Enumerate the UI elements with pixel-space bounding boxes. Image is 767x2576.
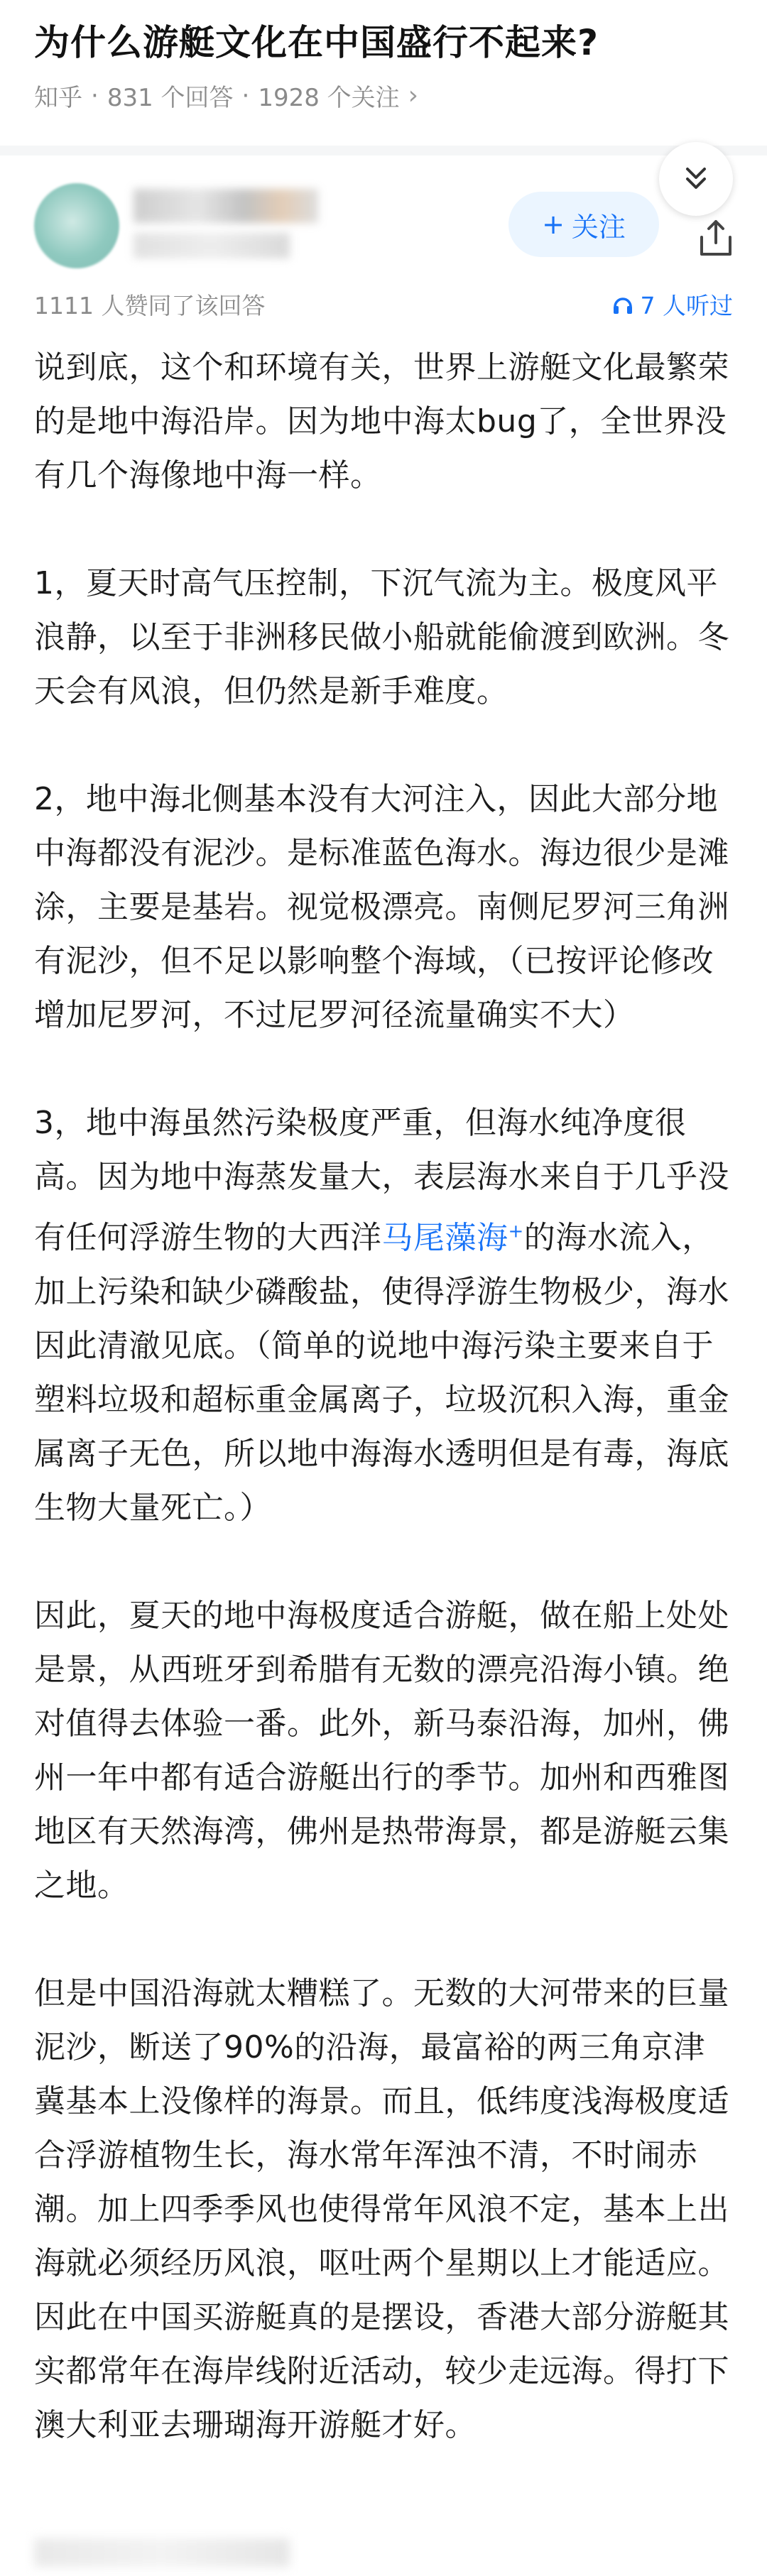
author-bio-blurred <box>134 233 290 258</box>
meta-separator: · <box>241 81 250 110</box>
answer-body <box>34 341 733 2506</box>
listen-label: 7 人听过 <box>640 292 733 320</box>
footer-blurred <box>34 2538 290 2567</box>
author-row <box>34 183 733 268</box>
paragraph-text: 3，地中海虽然污染极度严重，但海水纯净度很高。因为地中海蒸发量大，表层海水来自于几乎没有任何浮游生物的大西洋 <box>34 1105 729 1256</box>
answer-paragraph: 1，夏天时高气压控制，下沉气流为主。极度风平浪静，以至于非洲移民做小船就能偷渡到欧洲。冬天会有风浪，但仍然是新手难度。 <box>34 565 729 709</box>
meta-separator: · <box>91 81 99 110</box>
question-header <box>0 0 767 153</box>
site-name: 知乎 <box>34 84 82 112</box>
answer-paragraph: 因此，夏天的地中海极度适合游艇，做在船上处处是景，从西班牙到希腊有无数的漂亮沿海小镇。绝对值得去体验一番。此外，新马泰沿海，加州，佛州一年中都有适合游艇出行的季节。加州和西雅图地区有天然海湾，佛州是热带海景，都是游艇云集之地。 <box>34 1597 729 1904</box>
paragraph-text: 的海水流入，加上污染和缺少磷酸盐，使得浮游生物极少，海水因此清澈见底。（简单的说地中海污染主要来自于塑料垃圾和超标重金属离子，垃圾沉积入海，重金属离子无色，所以地中海海水透明但是有毒，海底生物大量死亡。） <box>34 1219 729 1526</box>
listen-count[interactable] <box>612 288 734 321</box>
answer-paragraph: 说到底，这个和环境有关，世界上游艇文化最繁荣的是地中海沿岸。因为地中海太bug了，全世界没有几个海像地中海一样。 <box>34 349 729 493</box>
share-icon[interactable] <box>696 219 736 258</box>
answer-paragraph: 但是中国沿海就太糟糕了。无数的大河带来的巨量泥沙，断送了90%的沿海，最富裕的两三角京津冀基本上没像样的海景。而且，低纬度浅海极度适合浮游植物生长，海水常年浑浊不清，不时闹赤潮。加上四季季风也使得常年风浪不定，基本上出海就必须经历风浪，呕吐两个星期以上才能适应。因此在中国买游艇真的是摆设，香港大部分游艇其实都常年在海岸线附近活动，较少走远海。得打下澳大利亚去珊瑚海开游艇才好。 <box>34 1975 729 2443</box>
follow-button[interactable] <box>508 192 659 257</box>
answer-paragraph: 2，地中海北侧基本没有大河注入，因此大部分地中海都没有泥沙。是标准蓝色海水。海边很少是滩涂，主要是基岩。视觉极漂亮。南侧尼罗河三角洲有泥沙，但不足以影响整个海域，（已按评论修改增加尼罗河，不过尼罗河径流量确实不大） <box>34 781 729 1033</box>
link-text: 马尾藻海 <box>381 1219 508 1256</box>
sargasso-sea-link[interactable] <box>382 1220 524 1256</box>
answer-stats <box>34 288 733 323</box>
question-title[interactable]: 为什么游艇文化在中国盛行不起来? <box>34 22 599 63</box>
answer-count: 831 个回答 <box>107 84 234 112</box>
link-marker: + <box>508 1221 524 1242</box>
question-meta[interactable] <box>34 78 418 113</box>
headphones-icon <box>612 294 633 315</box>
section-divider <box>0 146 767 155</box>
chevron-right-icon: › <box>408 81 419 110</box>
answer-paragraph <box>34 1096 733 1535</box>
author-name-blurred[interactable] <box>134 189 318 223</box>
avatar[interactable] <box>34 183 119 268</box>
follow-label: 关注 <box>571 211 626 243</box>
upvote-count: 1111 人赞同了该回答 <box>34 292 266 320</box>
plus-icon: + <box>542 209 565 240</box>
follower-count: 1928 个关注 <box>258 84 400 112</box>
